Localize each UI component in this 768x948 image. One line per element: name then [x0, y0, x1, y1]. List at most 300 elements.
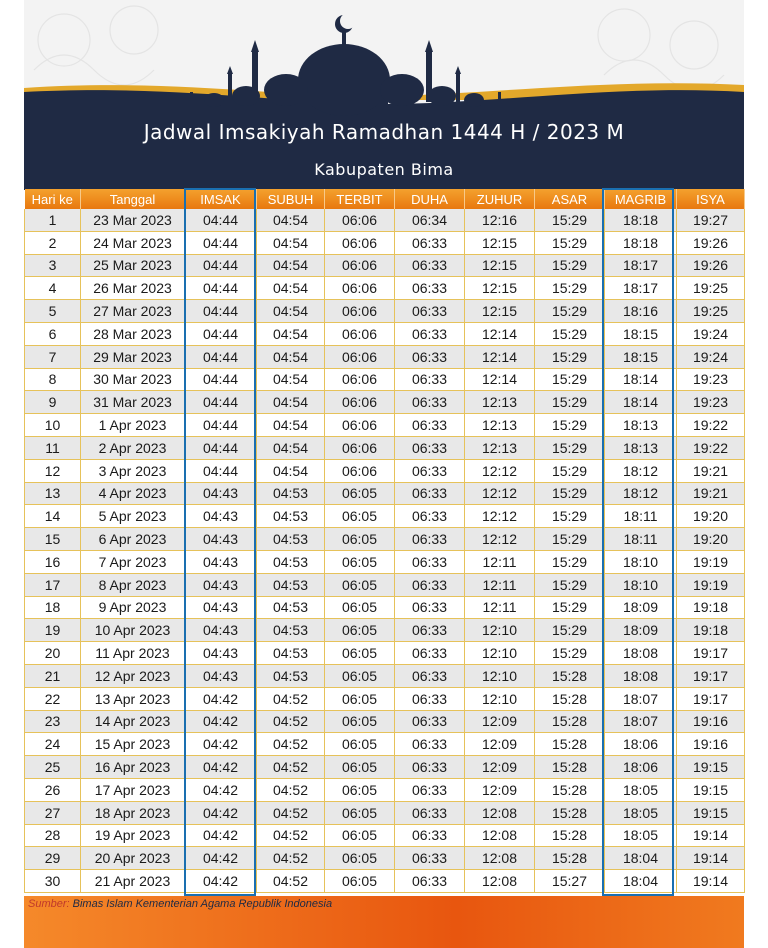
- table-row: [25, 710, 745, 733]
- table-cell: 06:06: [325, 436, 395, 459]
- table-cell: 15:29: [535, 619, 605, 642]
- table-cell: 04:43: [185, 573, 257, 596]
- table-cell: 06:33: [395, 664, 465, 687]
- table-cell: 15:29: [535, 414, 605, 437]
- table-cell: 12:10: [465, 664, 535, 687]
- table-cell: 04:54: [257, 414, 325, 437]
- table-cell: 14: [25, 505, 81, 528]
- table-cell: 06:33: [395, 573, 465, 596]
- table-cell: 8 Apr 2023: [81, 573, 185, 596]
- table-cell: 18:07: [605, 687, 677, 710]
- table-cell: 04:54: [257, 322, 325, 345]
- table-cell: 04:44: [185, 368, 257, 391]
- table-cell: 13 Apr 2023: [81, 687, 185, 710]
- table-cell: 04:53: [257, 573, 325, 596]
- table-cell: 27: [25, 801, 81, 824]
- table-cell: 06:05: [325, 664, 395, 687]
- table-cell: 12:15: [465, 277, 535, 300]
- table-cell: 18:13: [605, 436, 677, 459]
- table-cell: 15:29: [535, 436, 605, 459]
- table-cell: 15:29: [535, 550, 605, 573]
- table-cell: 18:04: [605, 847, 677, 870]
- table-cell: 06:05: [325, 528, 395, 551]
- table-cell: 04:44: [185, 345, 257, 368]
- table-cell: 18:15: [605, 345, 677, 368]
- table-cell: 15:29: [535, 642, 605, 665]
- table-cell: 6: [25, 322, 81, 345]
- table-cell: 04:52: [257, 824, 325, 847]
- table-cell: 04:42: [185, 778, 257, 801]
- table-cell: 15:28: [535, 801, 605, 824]
- table-cell: 06:06: [325, 345, 395, 368]
- table-cell: 12:08: [465, 801, 535, 824]
- table-cell: 15:29: [535, 528, 605, 551]
- table-cell: 15:29: [535, 231, 605, 254]
- table-cell: 04:44: [185, 414, 257, 437]
- table-cell: 06:05: [325, 870, 395, 893]
- table-row: [25, 619, 745, 642]
- table-cell: 20: [25, 642, 81, 665]
- table-cell: 06:06: [325, 254, 395, 277]
- table-cell: 18:17: [605, 277, 677, 300]
- table-row: [25, 870, 745, 893]
- table-row: [25, 664, 745, 687]
- table-cell: 13: [25, 482, 81, 505]
- table-cell: 06:05: [325, 573, 395, 596]
- table-cell: 19:14: [677, 824, 745, 847]
- table-cell: 15:29: [535, 459, 605, 482]
- table-row: [25, 505, 745, 528]
- table-cell: 12:15: [465, 254, 535, 277]
- table-cell: 19:18: [677, 596, 745, 619]
- table-cell: 04:53: [257, 596, 325, 619]
- table-cell: 18:18: [605, 209, 677, 231]
- table-row: [25, 209, 745, 231]
- table-cell: 04:43: [185, 482, 257, 505]
- table-cell: 06:33: [395, 870, 465, 893]
- table-cell: 06:33: [395, 254, 465, 277]
- table-cell: 15:28: [535, 778, 605, 801]
- table-cell: 25: [25, 756, 81, 779]
- table-cell: 06:05: [325, 801, 395, 824]
- table-cell: 04:43: [185, 596, 257, 619]
- table-cell: 04:52: [257, 847, 325, 870]
- table-cell: 04:42: [185, 801, 257, 824]
- table-cell: 19:21: [677, 459, 745, 482]
- table-cell: 19: [25, 619, 81, 642]
- table-cell: 04:44: [185, 322, 257, 345]
- table-cell: 18:11: [605, 505, 677, 528]
- table-cell: 1: [25, 209, 81, 231]
- table-row: [25, 368, 745, 391]
- table-cell: 06:05: [325, 710, 395, 733]
- table-cell: 19 Apr 2023: [81, 824, 185, 847]
- table-cell: 15:29: [535, 505, 605, 528]
- table-cell: 2 Apr 2023: [81, 436, 185, 459]
- table-cell: 06:06: [325, 322, 395, 345]
- table-cell: 06:05: [325, 756, 395, 779]
- table-cell: 19:14: [677, 870, 745, 893]
- table-row: [25, 756, 745, 779]
- table-cell: 12:09: [465, 756, 535, 779]
- table-cell: 12:09: [465, 778, 535, 801]
- table-cell: 04:54: [257, 254, 325, 277]
- table-cell: 18:08: [605, 642, 677, 665]
- table-cell: 20 Apr 2023: [81, 847, 185, 870]
- table-cell: 04:54: [257, 345, 325, 368]
- table-cell: 06:33: [395, 733, 465, 756]
- table-cell: 19:17: [677, 642, 745, 665]
- column-header: IMSAK: [185, 189, 257, 209]
- table-cell: 06:33: [395, 778, 465, 801]
- table-cell: 19:24: [677, 345, 745, 368]
- table-cell: 19:17: [677, 664, 745, 687]
- table-cell: 15:28: [535, 710, 605, 733]
- table-row: [25, 642, 745, 665]
- table-cell: 15:29: [535, 254, 605, 277]
- table-cell: 15:29: [535, 322, 605, 345]
- table-cell: 3: [25, 254, 81, 277]
- table-cell: 12:14: [465, 345, 535, 368]
- table-cell: 04:54: [257, 368, 325, 391]
- table-cell: 29 Mar 2023: [81, 345, 185, 368]
- table-cell: 12:12: [465, 528, 535, 551]
- column-header: Hari ke: [25, 189, 81, 209]
- table-cell: 04:43: [185, 619, 257, 642]
- table-cell: 06:06: [325, 209, 395, 231]
- table-cell: 06:33: [395, 687, 465, 710]
- table-cell: 06:06: [325, 277, 395, 300]
- table-cell: 04:42: [185, 824, 257, 847]
- table-cell: 19:24: [677, 322, 745, 345]
- table-row: [25, 459, 745, 482]
- table-cell: 18 Apr 2023: [81, 801, 185, 824]
- table-cell: 06:33: [395, 505, 465, 528]
- table-cell: 12:12: [465, 505, 535, 528]
- table-cell: 04:54: [257, 209, 325, 231]
- table-cell: 06:33: [395, 824, 465, 847]
- table-row: [25, 778, 745, 801]
- table-cell: 12:08: [465, 824, 535, 847]
- table-cell: 04:54: [257, 459, 325, 482]
- source-label: Sumber:: [28, 898, 70, 910]
- table-cell: 19:15: [677, 756, 745, 779]
- table-cell: 06:06: [325, 414, 395, 437]
- table-cell: 18:09: [605, 619, 677, 642]
- page-title: Jadwal Imsakiyah Ramadhan 1444 H / 2023 M: [143, 120, 625, 144]
- crescent-moon-icon: [335, 13, 356, 33]
- table-row: [25, 322, 745, 345]
- table-cell: 9: [25, 391, 81, 414]
- column-header: Tanggal: [81, 189, 185, 209]
- table-cell: 06:33: [395, 322, 465, 345]
- table-cell: 24 Mar 2023: [81, 231, 185, 254]
- table-row: [25, 528, 745, 551]
- table-cell: 12:10: [465, 687, 535, 710]
- table-cell: 04:53: [257, 642, 325, 665]
- table-cell: 29: [25, 847, 81, 870]
- table-cell: 06:05: [325, 505, 395, 528]
- table-cell: 06:06: [325, 300, 395, 323]
- table-cell: 15:29: [535, 277, 605, 300]
- table-cell: 19:15: [677, 801, 745, 824]
- table-cell: 06:05: [325, 778, 395, 801]
- table-cell: 18:09: [605, 596, 677, 619]
- table-cell: 06:06: [325, 391, 395, 414]
- table-cell: 18:04: [605, 870, 677, 893]
- table-cell: 06:33: [395, 756, 465, 779]
- table-row: [25, 687, 745, 710]
- table-cell: 31 Mar 2023: [81, 391, 185, 414]
- source-note: [28, 898, 332, 910]
- table-cell: 06:33: [395, 642, 465, 665]
- table-cell: 18:17: [605, 254, 677, 277]
- table-row: [25, 277, 745, 300]
- table-cell: 19:20: [677, 505, 745, 528]
- table-cell: 04:44: [185, 254, 257, 277]
- table-cell: 06:05: [325, 642, 395, 665]
- table-cell: 06:33: [395, 596, 465, 619]
- table-cell: 04:53: [257, 550, 325, 573]
- table-cell: 04:53: [257, 664, 325, 687]
- table-cell: 12:10: [465, 642, 535, 665]
- table-cell: 28 Mar 2023: [81, 322, 185, 345]
- table-cell: 4: [25, 277, 81, 300]
- table-cell: 18:12: [605, 459, 677, 482]
- table-cell: 04:52: [257, 710, 325, 733]
- table-cell: 12:09: [465, 710, 535, 733]
- table-cell: 18:13: [605, 414, 677, 437]
- table-cell: 06:06: [325, 368, 395, 391]
- table-cell: 04:44: [185, 391, 257, 414]
- table-cell: 04:52: [257, 778, 325, 801]
- table-cell: 04:54: [257, 277, 325, 300]
- table-row: [25, 824, 745, 847]
- table-cell: 19:19: [677, 573, 745, 596]
- table-row: [25, 414, 745, 437]
- table-cell: 06:33: [395, 300, 465, 323]
- table-cell: 19:26: [677, 231, 745, 254]
- table-cell: 21 Apr 2023: [81, 870, 185, 893]
- table-cell: 04:53: [257, 505, 325, 528]
- table-cell: 04:42: [185, 687, 257, 710]
- table-cell: 12:15: [465, 300, 535, 323]
- table-cell: 19:23: [677, 391, 745, 414]
- table-cell: 27 Mar 2023: [81, 300, 185, 323]
- table-cell: 12:08: [465, 870, 535, 893]
- table-cell: 7: [25, 345, 81, 368]
- table-cell: 19:15: [677, 778, 745, 801]
- table-cell: 06:33: [395, 231, 465, 254]
- table-cell: 06:33: [395, 482, 465, 505]
- table-cell: 19:20: [677, 528, 745, 551]
- table-cell: 19:25: [677, 277, 745, 300]
- table-row: [25, 596, 745, 619]
- table-cell: 17 Apr 2023: [81, 778, 185, 801]
- table-cell: 19:27: [677, 209, 745, 231]
- table-cell: 04:54: [257, 436, 325, 459]
- table-cell: 04:52: [257, 687, 325, 710]
- table-cell: 18:07: [605, 710, 677, 733]
- table-cell: 18:14: [605, 391, 677, 414]
- table-cell: 15:28: [535, 824, 605, 847]
- table-cell: 23 Mar 2023: [81, 209, 185, 231]
- table-cell: 18:18: [605, 231, 677, 254]
- table-cell: 06:05: [325, 824, 395, 847]
- table-cell: 04:44: [185, 231, 257, 254]
- table-cell: 25 Mar 2023: [81, 254, 185, 277]
- table-cell: 04:53: [257, 482, 325, 505]
- table-cell: 12:16: [465, 209, 535, 231]
- table-cell: 15:29: [535, 482, 605, 505]
- table-cell: 19:26: [677, 254, 745, 277]
- table-cell: 5 Apr 2023: [81, 505, 185, 528]
- table-cell: 06:06: [325, 231, 395, 254]
- table-cell: 12:14: [465, 322, 535, 345]
- table-cell: 06:05: [325, 596, 395, 619]
- table-cell: 15:29: [535, 573, 605, 596]
- table-row: [25, 345, 745, 368]
- table-cell: 22: [25, 687, 81, 710]
- column-header: DUHA: [395, 189, 465, 209]
- table-cell: 18:15: [605, 322, 677, 345]
- table-cell: 06:06: [325, 459, 395, 482]
- table-cell: 19:22: [677, 414, 745, 437]
- table-cell: 15 Apr 2023: [81, 733, 185, 756]
- table-cell: 26 Mar 2023: [81, 277, 185, 300]
- table-cell: 16: [25, 550, 81, 573]
- table-cell: 04:44: [185, 459, 257, 482]
- table-cell: 12: [25, 459, 81, 482]
- table-cell: 04:53: [257, 528, 325, 551]
- table-row: [25, 482, 745, 505]
- table-cell: 15:29: [535, 300, 605, 323]
- table-cell: 2: [25, 231, 81, 254]
- table-cell: 15:29: [535, 391, 605, 414]
- table-cell: 12:11: [465, 573, 535, 596]
- table-cell: 12:13: [465, 436, 535, 459]
- table-cell: 15: [25, 528, 81, 551]
- table-cell: 19:14: [677, 847, 745, 870]
- table-cell: 10: [25, 414, 81, 437]
- table-row: [25, 847, 745, 870]
- table-row: [25, 231, 745, 254]
- column-header: ISYA: [677, 189, 745, 209]
- table-cell: 30: [25, 870, 81, 893]
- table-cell: 06:33: [395, 368, 465, 391]
- table-cell: 26: [25, 778, 81, 801]
- table-cell: 06:34: [395, 209, 465, 231]
- table-cell: 04:43: [185, 528, 257, 551]
- table-cell: 9 Apr 2023: [81, 596, 185, 619]
- table-cell: 15:28: [535, 756, 605, 779]
- column-header: TERBIT: [325, 189, 395, 209]
- table-cell: 7 Apr 2023: [81, 550, 185, 573]
- table-cell: 15:27: [535, 870, 605, 893]
- table-cell: 19:18: [677, 619, 745, 642]
- table-cell: 06:33: [395, 710, 465, 733]
- table-cell: 18:10: [605, 550, 677, 573]
- table-cell: 04:54: [257, 231, 325, 254]
- table-cell: 18:05: [605, 778, 677, 801]
- table-cell: 06:05: [325, 550, 395, 573]
- table-cell: 15:29: [535, 209, 605, 231]
- column-header: ZUHUR: [465, 189, 535, 209]
- table-cell: 18:08: [605, 664, 677, 687]
- table-cell: 15:29: [535, 368, 605, 391]
- table-cell: 06:05: [325, 847, 395, 870]
- table-cell: 04:52: [257, 733, 325, 756]
- table-cell: 12:13: [465, 414, 535, 437]
- table-cell: 18:11: [605, 528, 677, 551]
- table-cell: 12:10: [465, 619, 535, 642]
- table-cell: 6 Apr 2023: [81, 528, 185, 551]
- table-cell: 12:11: [465, 596, 535, 619]
- table-cell: 06:33: [395, 528, 465, 551]
- table-cell: 21: [25, 664, 81, 687]
- table-row: [25, 254, 745, 277]
- table-cell: 06:05: [325, 619, 395, 642]
- table-cell: 04:44: [185, 277, 257, 300]
- table-cell: 06:05: [325, 733, 395, 756]
- table-cell: 5: [25, 300, 81, 323]
- table-cell: 19:16: [677, 733, 745, 756]
- table-row: [25, 801, 745, 824]
- table-cell: 14 Apr 2023: [81, 710, 185, 733]
- table-cell: 04:52: [257, 756, 325, 779]
- table-cell: 12 Apr 2023: [81, 664, 185, 687]
- table-row: [25, 550, 745, 573]
- table-cell: 04:44: [185, 300, 257, 323]
- table-cell: 11: [25, 436, 81, 459]
- table-cell: 06:05: [325, 687, 395, 710]
- table-cell: 28: [25, 824, 81, 847]
- table-cell: 06:33: [395, 459, 465, 482]
- table-cell: 12:12: [465, 459, 535, 482]
- table-cell: 18:06: [605, 733, 677, 756]
- table-cell: 06:05: [325, 482, 395, 505]
- table-cell: 04:44: [185, 209, 257, 231]
- table-row: [25, 573, 745, 596]
- table-cell: 06:33: [395, 391, 465, 414]
- table-cell: 04:53: [257, 619, 325, 642]
- table-cell: 04:43: [185, 642, 257, 665]
- table-cell: 06:33: [395, 414, 465, 437]
- table-cell: 04:42: [185, 710, 257, 733]
- table-row: [25, 733, 745, 756]
- table-cell: 04:54: [257, 391, 325, 414]
- prayer-schedule-table: [24, 189, 745, 893]
- table-cell: 04:42: [185, 733, 257, 756]
- table-cell: 12:14: [465, 368, 535, 391]
- table-cell: 15:28: [535, 733, 605, 756]
- table-cell: 06:33: [395, 801, 465, 824]
- table-cell: 23: [25, 710, 81, 733]
- table-cell: 04:44: [185, 436, 257, 459]
- table-cell: 18: [25, 596, 81, 619]
- table-cell: 18:10: [605, 573, 677, 596]
- table-cell: 04:54: [257, 300, 325, 323]
- source-text: Bimas Islam Kementerian Agama Republik Indonesia: [72, 898, 333, 910]
- table-cell: 19:19: [677, 550, 745, 573]
- table-cell: 04:52: [257, 801, 325, 824]
- table-cell: 18:12: [605, 482, 677, 505]
- table-cell: 06:33: [395, 345, 465, 368]
- table-cell: 18:16: [605, 300, 677, 323]
- table-cell: 06:33: [395, 847, 465, 870]
- table-cell: 12:09: [465, 733, 535, 756]
- table-cell: 12:13: [465, 391, 535, 414]
